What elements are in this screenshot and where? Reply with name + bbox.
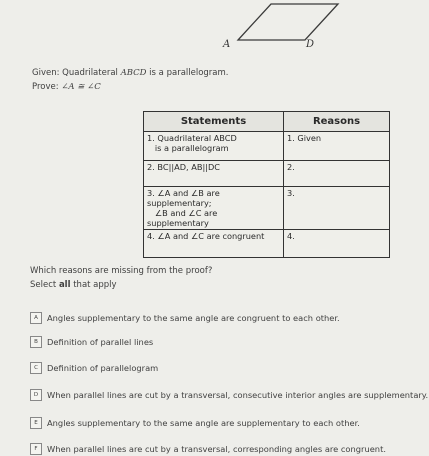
statement-cell: 4. ∠A and ∠C are congruent	[144, 230, 284, 258]
option-label: Angles supplementary to the same angle are congruent to each other.	[47, 313, 340, 323]
proof-row	[144, 187, 390, 230]
proof-row	[144, 132, 390, 161]
statement-cell: 3. ∠A and ∠B are supplementary; ∠B and ∠C are supplementary	[144, 187, 284, 230]
option-checkbox[interactable]: D	[30, 389, 42, 401]
parallelogram-figure	[0, 0, 429, 60]
option-checkbox[interactable]: A	[30, 312, 42, 324]
option-b[interactable]	[30, 336, 153, 348]
option-checkbox[interactable]: F	[30, 443, 42, 455]
proof-table	[143, 111, 390, 258]
option-label: Angles supplementary to the same angle are supplementary to each other.	[47, 418, 360, 428]
option-label: Definition of parallelogram	[47, 363, 159, 373]
option-e[interactable]	[30, 417, 360, 429]
option-checkbox[interactable]: E	[30, 417, 42, 429]
option-c[interactable]	[30, 362, 158, 374]
instruction-text: Select all that apply	[30, 280, 117, 290]
statement-cell: 1. Quadrilateral ABCD is a parallelogram	[144, 132, 284, 161]
option-label: When parallel lines are cut by a transversal, corresponding angles are congruent.	[47, 444, 386, 454]
option-f[interactable]	[30, 443, 386, 455]
vertex-label-a: A	[223, 39, 231, 50]
option-label: When parallel lines are cut by a transversal, consecutive interior angles are supplementary.	[47, 390, 429, 400]
statement-cell: 2. BC||AD, AB||DC	[144, 161, 284, 187]
reason-cell: 4.	[284, 230, 390, 258]
given-statement: Given: Quadrilateral ABCD is a parallelogram.	[32, 68, 229, 78]
question-text: Which reasons are missing from the proof?	[30, 266, 213, 276]
statements-header: Statements	[144, 112, 284, 132]
proof-row	[144, 230, 390, 258]
option-a[interactable]	[30, 312, 340, 324]
parallelogram-shape	[238, 4, 338, 40]
vertex-label-d: D	[306, 39, 315, 50]
reasons-header: Reasons	[284, 112, 390, 132]
reason-cell: 2.	[284, 161, 390, 187]
option-label: Definition of parallel lines	[47, 337, 154, 347]
reason-cell: 1. Given	[284, 132, 390, 161]
option-d[interactable]	[30, 389, 428, 401]
option-checkbox[interactable]: B	[30, 336, 42, 348]
prove-statement: Prove: ∠A ≅ ∠C	[32, 82, 101, 92]
reason-cell: 3.	[284, 187, 390, 230]
option-checkbox[interactable]: C	[30, 362, 42, 374]
proof-row	[144, 161, 390, 187]
